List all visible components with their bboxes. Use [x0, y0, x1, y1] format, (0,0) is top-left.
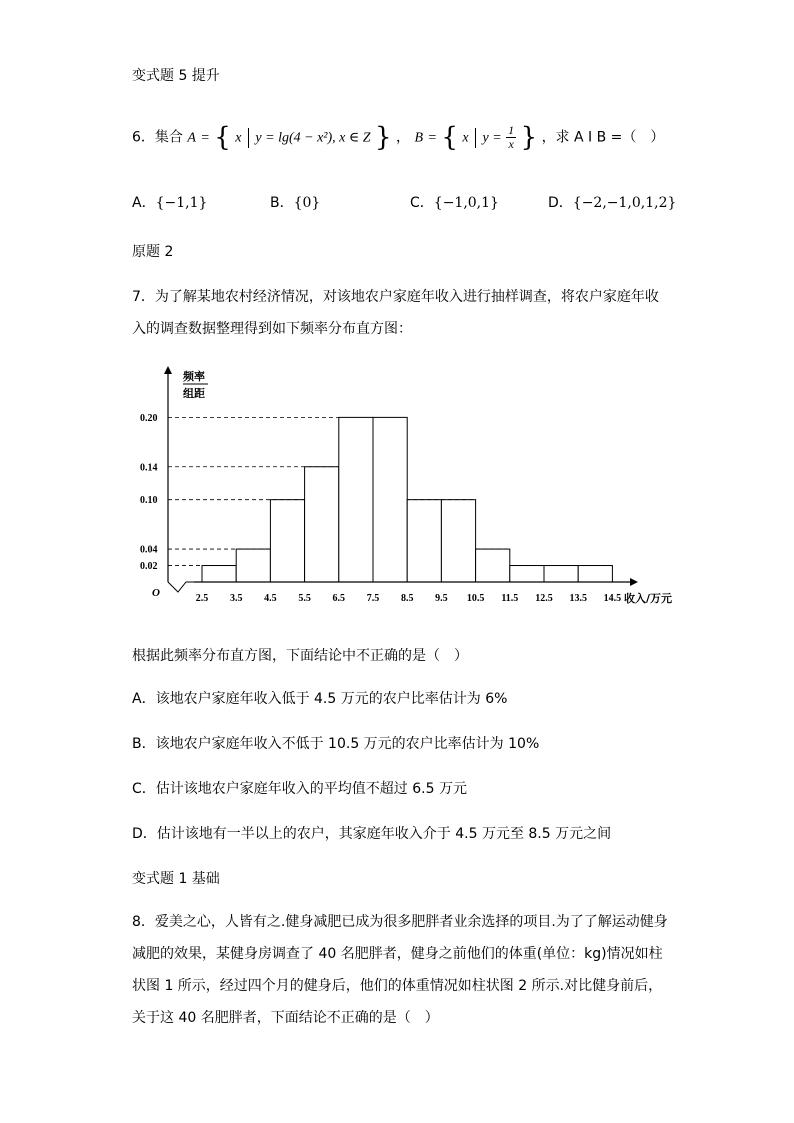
x-tick-label: 13.5 — [569, 593, 587, 604]
set-b-variable: x — [462, 130, 469, 146]
x-tick-label: 10.5 — [466, 593, 485, 604]
x-tick-label: 7.5 — [366, 593, 380, 604]
histogram-bar — [476, 549, 510, 582]
histogram-bar — [236, 549, 270, 582]
q6-option-a: A．{−1,1} — [132, 195, 208, 211]
comma: ， — [395, 129, 410, 146]
set-a-condition: y = lg(4 − x²), x ∈ Z — [255, 130, 371, 146]
question-8-line-1: 8．爱美之心，人皆有之.健身减肥已成为很多肥胖者业余选择的项目.为了了解运动健身 — [132, 914, 668, 930]
q6-option-d: D．{−2,−1,0,1,2} — [548, 195, 677, 211]
histogram-bar — [441, 500, 475, 582]
y-tick-label: 0.10 — [140, 495, 158, 507]
histogram-bar — [510, 566, 544, 582]
x-tick-label: 14.5 — [603, 593, 622, 604]
y-tick-label: 0.02 — [140, 561, 158, 573]
origin-label: O — [152, 587, 160, 599]
x-tick-label: 8.5 — [400, 593, 414, 604]
x-tick-label: 3.5 — [229, 593, 243, 604]
fraction-numerator: 1 — [508, 123, 515, 137]
x-tick-label: 2.5 — [195, 593, 209, 604]
question-8-line-4: 关于这 40 名肥胖者，下面结论不正确的是（ ） — [132, 1010, 439, 1026]
y-axis-label-bottom: 组距 — [183, 387, 205, 400]
left-brace-icon: { — [441, 122, 458, 153]
q7-option-c: C．估计该地农户家庭年收入的平均值不超过 6.5 万元 — [132, 781, 467, 797]
axis-break-icon — [168, 582, 194, 592]
set-divider — [475, 128, 476, 148]
right-brace-icon: } — [520, 122, 538, 153]
set-divider — [248, 128, 249, 148]
set-b-y: y = — [482, 130, 502, 146]
q7-option-d: D．估计该地有一半以上的农户，其家庭年收入介于 4.5 万元至 8.5 万元之间 — [132, 826, 612, 842]
frequency-histogram — [140, 360, 680, 610]
set-b-name: B — [414, 130, 423, 146]
question-6-number: 6．集合 — [132, 129, 183, 146]
histogram-bar — [202, 566, 236, 582]
histogram-bar — [373, 417, 407, 582]
histogram-bar — [339, 417, 373, 582]
x-tick-label: 12.5 — [535, 593, 553, 604]
histogram-bar — [544, 566, 578, 582]
histogram-bar — [305, 467, 339, 582]
y-tick-label: 0.20 — [140, 412, 158, 424]
question-6: 6．集合 A = { x y = lg(4 − x²), x ∈ Z } ， B = { x y = $\frac{1}{x}$ } ，求 A I B =（ ） — [132, 122, 665, 153]
x-tick-label: 5.5 — [298, 593, 311, 604]
section-header-original-2: 原题 2 — [132, 244, 174, 260]
question-7-prompt: 根据此频率分布直方图，下面结论中不正确的是（ ） — [132, 648, 468, 664]
set-a-name: A — [187, 130, 196, 146]
histogram-bar — [578, 566, 612, 582]
question-7-line-1: 7．为了解某地农村经济情况，对该地农户家庭年收入进行抽样调查，将农户家庭年收 — [132, 289, 659, 305]
q6-option-b: B．{0} — [270, 195, 321, 211]
y-tick-label: 0.04 — [140, 544, 158, 556]
left-brace-icon: { — [214, 122, 231, 153]
x-tick-label: 9.5 — [435, 593, 448, 604]
q7-option-a: A．该地农户家庭年收入低于 4.5 万元的农户比率估计为 6% — [132, 691, 508, 707]
question-8-line-3: 状图 1 所示，经过四个月的健身后，他们的体重情况如柱状图 2 所示.对比健身前后， — [132, 978, 663, 994]
histogram-bar — [407, 500, 441, 582]
question-8-line-2: 减肥的效果，某健身房调查了 40 名肥胖者，健身之前他们的体重(单位：kg)情况如柱 — [132, 946, 663, 962]
x-tick-label: 11.5 — [501, 593, 519, 604]
q7-option-b: B．该地农户家庭年收入不低于 10.5 万元的农户比率估计为 10% — [132, 736, 540, 752]
y-axis-label-top: 频率 — [183, 370, 205, 383]
fraction-denominator: x — [508, 137, 514, 151]
y-tick-label: 0.14 — [140, 462, 158, 474]
q6-option-c: C．{−1,0,1} — [410, 195, 499, 211]
right-brace-icon: } — [374, 122, 392, 153]
x-axis-label: 收入/万元 — [624, 592, 673, 605]
question-6-ask: ，求 A I B =（ ） — [541, 129, 665, 146]
section-header-variant-5: 变式题 5 提升 — [132, 68, 220, 84]
fraction-one-over-x — [506, 124, 516, 151]
set-a-variable: x — [235, 130, 242, 146]
histogram-bar — [270, 500, 304, 582]
section-header-variant-1: 变式题 1 基础 — [132, 871, 220, 887]
x-tick-label: 6.5 — [332, 593, 346, 604]
question-7-line-2: 入的调查数据整理得到如下频率分布直方图： — [132, 321, 412, 337]
x-tick-label: 4.5 — [264, 593, 277, 604]
